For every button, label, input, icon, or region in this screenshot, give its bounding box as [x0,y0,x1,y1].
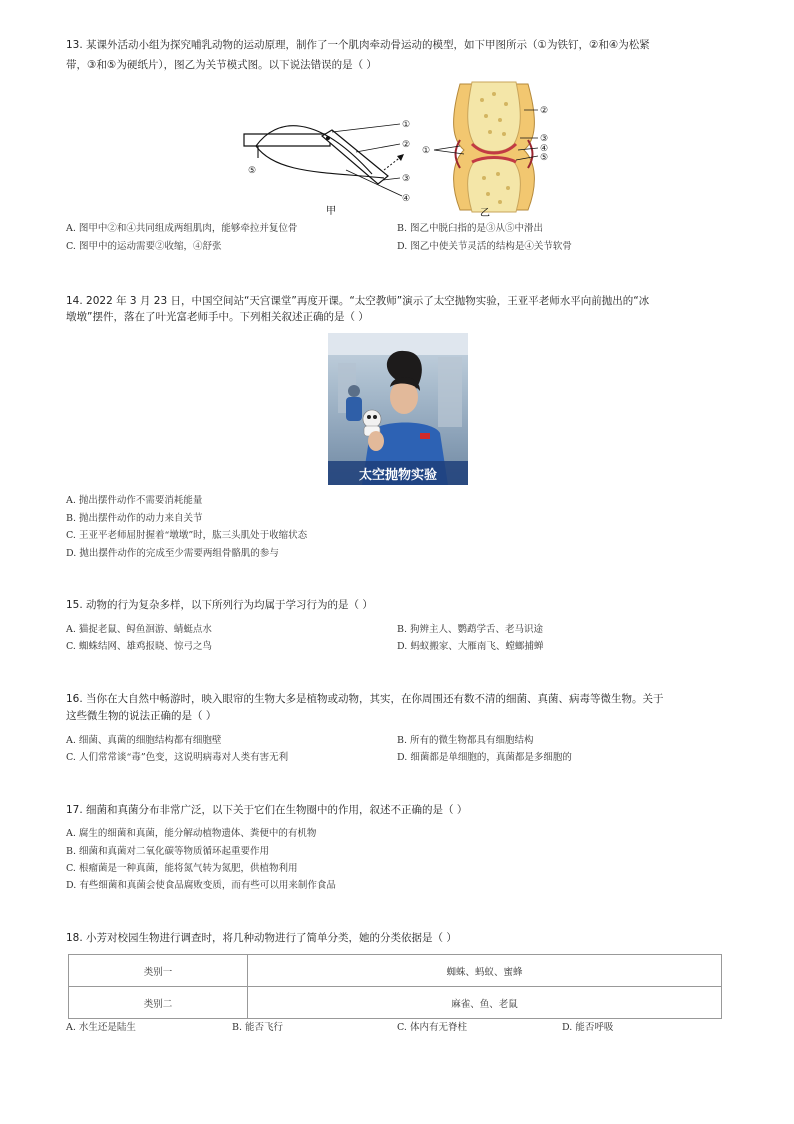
jia-marker-5: ⑤ [248,166,257,176]
q13-option-b[interactable]: B. 图乙中脱臼指的是③从⑤中滑出 [397,223,544,234]
q18-stem: 18. 小芳对校园生物进行调查时，将几种动物进行了简单分类，她的分类依据是（ ） [66,932,457,944]
muscle-model-figure-jia [236,112,436,216]
table-row [69,955,722,987]
table-cell-members: 麻雀、鱼、老鼠 [248,987,722,1019]
q15-option-a[interactable]: A. 猫捉老鼠、鲟鱼洄游、蜻蜓点水 [66,624,212,635]
q13-option-a[interactable]: A. 图甲中②和④共同组成两组肌肉，能够牵拉并复位骨 [66,223,298,234]
q15-option-b[interactable]: B. 狗辨主人、鹦鹉学舌、老马识途 [397,624,544,635]
q18-option-d[interactable]: D. 能否呼吸 [562,1022,614,1033]
joint-diagram-figure-yi [420,80,560,218]
yi-marker-4: ④ [540,144,549,154]
q14-stem-line2: 墩墩”摆件，落在了叶光富老师手中。下列相关叙述正确的是（ ） [66,311,369,323]
yi-marker-2: ② [540,106,549,116]
q15-option-c[interactable]: C. 蜘蛛结网、雄鸡报晓、惊弓之鸟 [66,641,212,652]
q16-option-c[interactable]: C. 人们常常谈“毒”色变，这说明病毒对人类有害无利 [66,752,289,763]
q16-stem-line1: 16. 当你在大自然中畅游时，映入眼帘的生物大多是植物或动物，其实，在你周围还有数不清的细菌、真菌、病毒等微生物。关于 [66,693,664,705]
table-cell-category: 类别二 [69,987,248,1019]
jia-marker-1: ① [402,120,411,130]
q18-option-a[interactable]: A. 水生还是陆生 [66,1022,136,1033]
q17-option-a[interactable]: A. 腐生的细菌和真菌，能分解动植物遗体、粪便中的有机物 [66,828,317,839]
jia-marker-3: ③ [402,174,411,184]
q13-option-d[interactable]: D. 图乙中使关节灵活的结构是④关节软骨 [397,241,572,252]
jia-marker-2: ② [402,140,411,150]
q16-option-b[interactable]: B. 所有的微生物都具有细胞结构 [397,735,534,746]
q15-stem: 15. 动物的行为复杂多样，以下所列行为均属于学习行为的是（ ） [66,599,373,611]
fig-yi-label: 乙 [480,208,490,218]
q14-option-b[interactable]: B. 抛出摆件动作的动力来自关节 [66,513,203,524]
q14-option-a[interactable]: A. 抛出摆件动作不需要消耗能量 [66,495,203,506]
photo-caption: 太空抛物实验 [358,468,438,483]
q16-stem-line2: 这些微生物的说法正确的是（ ） [66,710,217,722]
q13-stem-line2: 带，③和⑤为硬纸片），图乙为关节模式图。以下说法错误的是（ ） [66,59,377,71]
jia-marker-4: ④ [402,194,411,204]
q14-option-d[interactable]: D. 抛出摆件动作的完成至少需要两组骨骼肌的参与 [66,548,279,559]
classification-table [68,954,722,1019]
q17-option-d[interactable]: D. 有些细菌和真菌会使食品腐败变质，而有些可以用来制作食品 [66,880,336,891]
table-cell-members: 蜘蛛、蚂蚁、蜜蜂 [248,955,722,987]
q15-option-d[interactable]: D. 蚂蚁搬家、大雁南飞、螳螂捕蝉 [397,641,544,652]
q13-option-c[interactable]: C. 图甲中的运动需要②收缩，④舒张 [66,241,222,252]
q18-option-c[interactable]: C. 体内有无脊柱 [397,1022,467,1033]
q14-option-c[interactable]: C. 王亚平老师屈肘握着“墩墩”时，肱三头肌处于收缩状态 [66,530,308,541]
astronaut-illustration [328,333,468,485]
q17-option-c[interactable]: C. 根瘤菌是一种真菌，能将氮气转为氮肥，供植物利用 [66,863,298,874]
q17-stem: 17. 细菌和真菌分布非常广泛，以下关于它们在生物圈中的作用，叙述不正确的是（ ） [66,804,468,816]
q16-option-a[interactable]: A. 细菌、真菌的细胞结构都有细胞壁 [66,735,222,746]
table-cell-category: 类别一 [69,955,248,987]
q16-option-d[interactable]: D. 细菌都是单细胞的，真菌都是多细胞的 [397,752,572,763]
yi-marker-1: ① [422,146,431,156]
q13-stem-line1: 13. 某课外活动小组为探究哺乳动物的运动原理，制作了一个肌肉牵动骨运动的模型，如下甲图所示（①为铁钉，②和④为松紧 [66,39,650,51]
yi-marker-5: ⑤ [540,153,549,163]
fig-jia-label: 甲 [326,206,336,216]
q18-option-b[interactable]: B. 能否飞行 [232,1022,284,1033]
q14-stem-line1: 14. 2022 年 3 月 23 日，中国空间站“天宫课堂”再度开课。“太空教师”演示了太空抛物实验，王亚平老师水平向前抛出的“冰 [66,295,650,307]
table-row [69,987,722,1019]
q17-option-b[interactable]: B. 细菌和真菌对二氧化碳等物质循环起重要作用 [66,846,270,857]
space-experiment-photo [328,333,468,485]
yi-marker-3: ③ [540,134,549,144]
